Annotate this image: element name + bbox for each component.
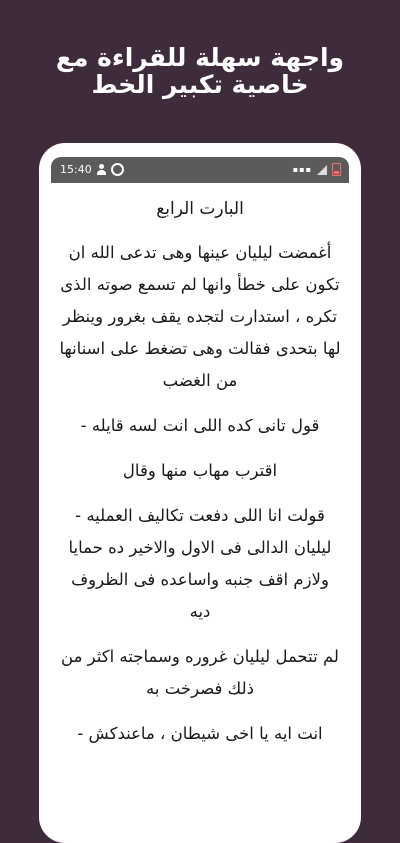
sync-icon: [111, 163, 124, 176]
phone-screen: [39, 143, 361, 843]
dots-icon: ▪▪▪: [292, 165, 312, 174]
promo-line-1: واجهة سهلة للقراءة مع: [55, 43, 345, 72]
paragraph: قول تانى كده اللى انت لسه قايله -: [80, 416, 320, 435]
paragraph: أغمضت ليليان عينها وهى تدعى الله ان تكون على خطأ وانها لم تسمع صوته الذى تكره ، استدارت لتجده يقف بغرور وينظر لها بتحدى فقالت وهى تضغط على اسنانها من الغضب: [59, 243, 341, 390]
battery-icon: [332, 163, 341, 176]
reader-content[interactable]: [59, 187, 341, 763]
paragraph: قولت انا اللى دفعت تكاليف العمليه - ليليان الدالى فى الاول والاخير ده حمايا ولازم اقف جنبه واساعده فى الظروف ديه: [68, 506, 332, 621]
paragraph: انت ايه يا اخى شيطان ، ماعندكش -: [77, 724, 323, 743]
person-icon: [97, 164, 106, 175]
promo-caption: [0, 44, 400, 98]
promo-line-2: خاصية تكبير الخط: [91, 70, 309, 99]
status-time: 15:40: [60, 163, 92, 176]
paragraph: اقترب مهاب منها وقال: [122, 461, 278, 480]
chapter-title: البارت الرابع: [156, 199, 244, 219]
signal-icon: [317, 165, 327, 175]
paragraph: لم تتحمل ليليان غروره وسماجته اكثر من ذلك فصرخت به: [61, 647, 339, 698]
status-bar: [51, 157, 349, 183]
